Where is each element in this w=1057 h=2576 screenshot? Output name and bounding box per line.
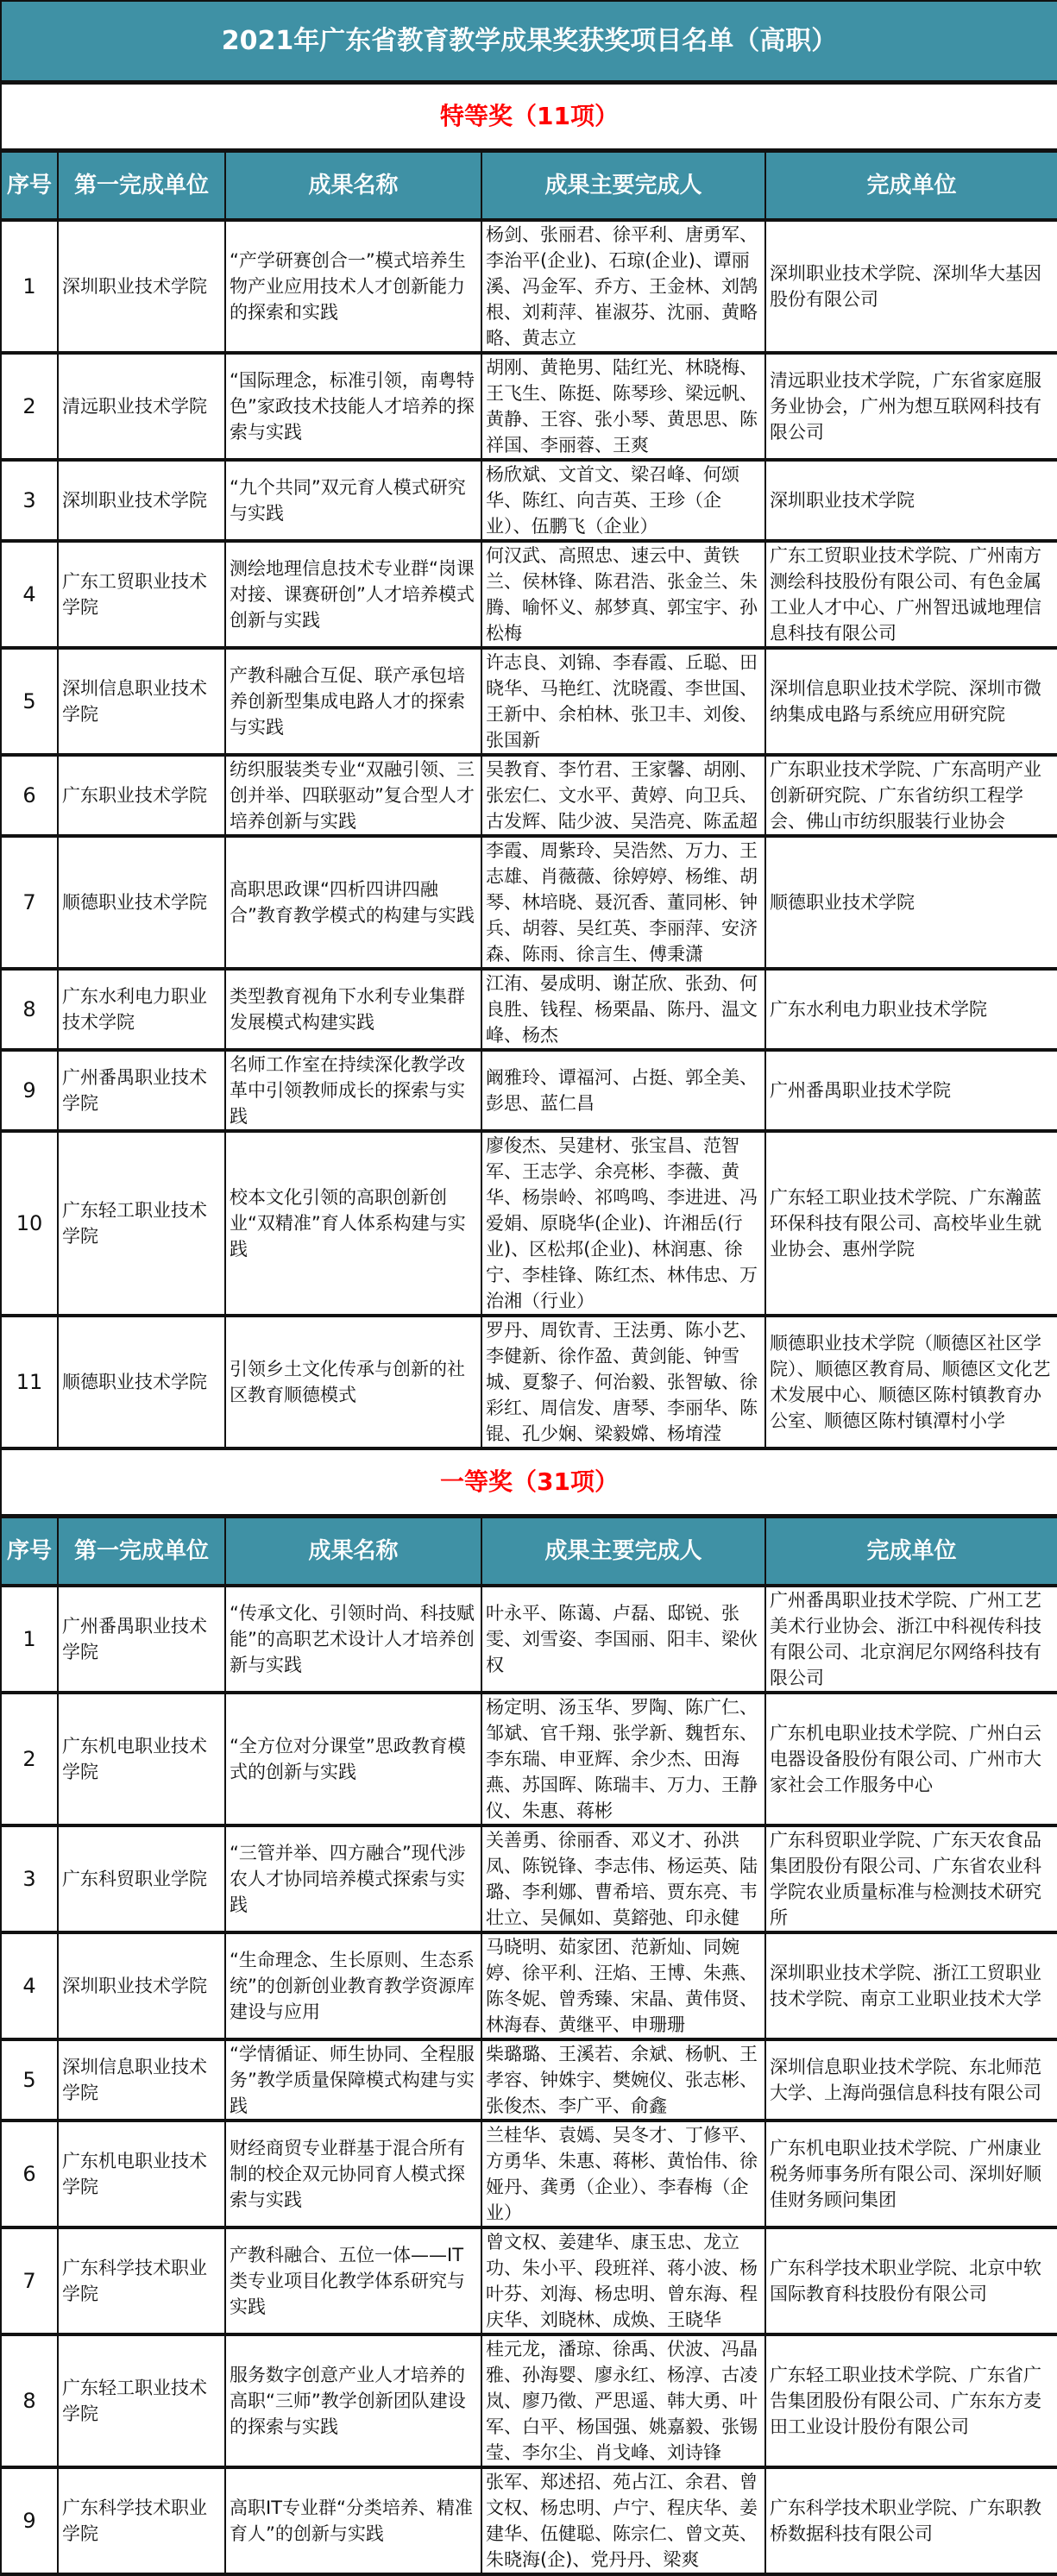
main-contributors: 吴教育、李竹君、王家馨、胡刚、张宏仁、文水平、黄婷、向卫兵、古发辉、陆少波、吴浩亮、陈孟超 [481, 755, 765, 836]
table-row [1, 1932, 1057, 2039]
achievement-name: 产教科融合互促、联产承包培养创新型集成电路人才的探索与实践 [225, 648, 481, 755]
achievement-name: 高职思政课“四析四讲四融合”教育教学模式的构建与实践 [225, 836, 481, 969]
table-row [1, 541, 1057, 648]
achievement-name: “生命理念、生长原则、生态系统”的创新创业教育教学资源库建设与应用 [225, 1932, 481, 2039]
row-number: 1 [1, 1586, 58, 1693]
table-row [1, 2467, 1057, 2574]
achievement-name: “产学研赛创合一”模式培养生物产业应用技术人才创新能力的探索和实践 [225, 220, 481, 353]
first-unit: 广东科学技术职业学院 [58, 2227, 225, 2334]
first-unit: 深圳信息职业技术学院 [58, 648, 225, 755]
column-header-completing-units: 完成单位 [765, 1517, 1057, 1586]
achievement-name: 产教科融合、五位一体——IT类专业项目化教学体系研究与实践 [225, 2227, 481, 2334]
main-contributors: 杨定明、汤玉华、罗陶、陈广仁、邹斌、官千翔、张学新、魏哲东、李东瑞、申亚辉、余少杰、田海燕、苏国晖、陈瑞丰、万力、王静仪、朱惠、蒋彬 [481, 1693, 765, 1825]
achievement-name: 高职IT专业群“分类培养、精准育人”的创新与实践 [225, 2467, 481, 2574]
table-row [1, 1316, 1057, 1448]
row-number: 10 [1, 1131, 58, 1316]
completing-units: 广州番禺职业技术学院、广州工艺美术行业协会、浙江中科视传科技有限公司、北京润尼尔网络科技有限公司 [765, 1586, 1057, 1693]
first-unit: 广州番禺职业技术学院 [58, 1586, 225, 1693]
first-unit: 广东科贸职业学院 [58, 1825, 225, 1932]
completing-units: 广东科学技术职业学院、北京中软国际教育科技股份有限公司 [765, 2227, 1057, 2334]
section-heading: 特等奖（11项） [1, 83, 1057, 151]
row-number: 2 [1, 1693, 58, 1825]
completing-units: 广东科贸职业学院、广东天农食品集团股份有限公司、广东省农业科学院农业质量标准与检测技术研究所 [765, 1825, 1057, 1932]
table-row [1, 2334, 1057, 2467]
column-header-main-contributors: 成果主要完成人 [481, 151, 765, 221]
table-row [1, 1693, 1057, 1825]
row-number: 7 [1, 2227, 58, 2334]
completing-units: 深圳信息职业技术学院、深圳市微纳集成电路与系统应用研究院 [765, 648, 1057, 755]
row-number: 6 [1, 755, 58, 836]
first-unit: 广州番禺职业技术学院 [58, 1050, 225, 1131]
first-unit: 广东机电职业技术学院 [58, 2120, 225, 2227]
main-contributors: 叶永平、陈蔼、卢磊、邸锐、张雯、刘雪姿、李国丽、阳丰、梁伙权 [481, 1586, 765, 1693]
row-number: 7 [1, 836, 58, 969]
completing-units: 广东水利电力职业技术学院 [765, 969, 1057, 1050]
column-header-first-unit: 第一完成单位 [58, 1517, 225, 1586]
table-row [1, 2227, 1057, 2334]
completing-units: 广州番禺职业技术学院 [765, 1050, 1057, 1131]
achievement-name: “全方位对分课堂”思政教育模式的创新与实践 [225, 1693, 481, 1825]
row-number: 11 [1, 1316, 58, 1448]
first-unit: 广东轻工职业技术学院 [58, 2334, 225, 2467]
table-row [1, 755, 1057, 836]
row-number: 5 [1, 648, 58, 755]
row-number: 6 [1, 2120, 58, 2227]
completing-units: 深圳职业技术学院 [765, 460, 1057, 541]
completing-units: 顺德职业技术学院（顺德区社区学院）、顺德区教育局、顺德区文化艺术发展中心、顺德区陈村镇教育办公室、顺德区陈村镇潭村小学 [765, 1316, 1057, 1448]
main-contributors: 张军、郑述招、苑占江、余君、曾文权、杨忠明、卢宁、程庆华、姜建华、伍健聪、陈宗仁、曾文英、朱晓海(企)、党丹丹、梁爽 [481, 2467, 765, 2574]
column-header-completing-units: 完成单位 [765, 151, 1057, 221]
first-unit: 深圳职业技术学院 [58, 1932, 225, 2039]
main-contributors: 江洧、晏成明、谢芷欣、张劲、何良胜、钱程、杨栗晶、陈丹、温文峰、杨杰 [481, 969, 765, 1050]
row-number: 1 [1, 220, 58, 353]
completing-units: 广东科学技术职业学院、广东职教桥数据科技有限公司 [765, 2467, 1057, 2574]
main-contributors: 桂元龙，潘琼、徐禹、伏波、冯晶雅、孙海婴、廖永红、杨淳、古凌岚、廖乃徵、严思遥、韩大勇、叶军、白平、杨国强、姚嘉毅、张锡莹、李尔尘、肖戈峰、刘诗锋 [481, 2334, 765, 2467]
main-contributors: 廖俊杰、吴建材、张宝昌、范智军、王志学、余亮彬、李薇、黄华、杨崇岭、祁鸣鸣、李进进、冯爱娟、原晓华(企业)、许湘岳(行业)、区松邦(企业)、林润惠、徐宁、李桂锋、陈红杰、林伟忠、万治湘（行业） [481, 1131, 765, 1316]
achievement-name: “三管并举、四方融合”现代涉农人才协同培养模式探索与实践 [225, 1825, 481, 1932]
completing-units: 深圳信息职业技术学院、东北师范大学、上海尚强信息科技有限公司 [765, 2039, 1057, 2120]
first-unit: 深圳职业技术学院 [58, 220, 225, 353]
completing-units: 广东轻工职业技术学院、广东省广告集团股份有限公司、广东东方麦田工业设计股份有限公司 [765, 2334, 1057, 2467]
completing-units: 广东机电职业技术学院、广州康业税务师事务所有限公司、深圳好顺佳财务顾问集团 [765, 2120, 1057, 2227]
table-row [1, 836, 1057, 969]
column-header-number: 序号 [1, 151, 58, 221]
main-contributors: 关善勇、徐丽香、邓义才、孙洪凤、陈锐锋、李志伟、杨运英、陆璐、李利娜、曹希培、贾东亮、韦壮立、吴佩如、莫鎔弛、印永健 [481, 1825, 765, 1932]
completing-units: 广东工贸职业技术学院、广州南方测绘科技股份有限公司、有色金属工业人才中心、广州智迅诚地理信息科技有限公司 [765, 541, 1057, 648]
first-unit: 深圳职业技术学院 [58, 460, 225, 541]
achievement-name: “学情循证、师生协同、全程服务”教学质量保障模式构建与实践 [225, 2039, 481, 2120]
completing-units: 清远职业技术学院，广东省家庭服务业协会，广州为想互联网科技有限公司 [765, 353, 1057, 460]
main-contributors: 罗丹、周钦青、王法勇、陈小艺、李健新、徐作盈、黄剑能、钟雪城、夏黎子、何治毅、张智敏、徐彩红、周信发、唐琴、李丽华、陈锟、孔少娴、梁毅嫦、杨堉滢 [481, 1316, 765, 1448]
completing-units: 顺德职业技术学院 [765, 836, 1057, 969]
achievement-name: “传承文化、引领时尚、科技赋能”的高职艺术设计人才培养创新与实践 [225, 1586, 481, 1693]
first-unit: 广东职业技术学院 [58, 755, 225, 836]
table-row [1, 220, 1057, 353]
row-number: 9 [1, 1050, 58, 1131]
column-header-achievement-name: 成果名称 [225, 151, 481, 221]
achievement-name: 纺织服装类专业“双融引领、三创并举、四联驱动”复合型人才培养创新与实践 [225, 755, 481, 836]
main-contributors: 李霞、周紫玲、吴浩然、万力、王志雄、肖薇薇、徐婷婷、杨维、胡琴、林培晓、聂沉香、董同彬、钟兵、胡蓉、吴红英、李丽萍、安济森、陈雨、徐言生、傅秉潇 [481, 836, 765, 969]
main-contributors: 杨剑、张丽君、徐平利、唐勇军、李治平(企业)、石琼(企业)、谭丽溪、冯金军、乔方、王金林、刘鹄根、刘莉萍、崔淑芬、沈丽、黄略略、黄志立 [481, 220, 765, 353]
column-header-number: 序号 [1, 1517, 58, 1586]
table-header-row [1, 1517, 1057, 1586]
completing-units: 深圳职业技术学院、深圳华大基因股份有限公司 [765, 220, 1057, 353]
table-row [1, 1586, 1057, 1693]
achievement-name: “国际理念，标准引领，南粤特色”家政技术技能人才培养的探索与实践 [225, 353, 481, 460]
table-row [1, 1050, 1057, 1131]
completing-units: 深圳职业技术学院、浙江工贸职业技术学院、南京工业职业技术大学 [765, 1932, 1057, 2039]
main-contributors: 杨欣斌、文首文、梁召峰、何颂华、陈红、向吉英、王珍（企业）、伍鹏飞（企业） [481, 460, 765, 541]
table-row [1, 353, 1057, 460]
first-unit: 深圳信息职业技术学院 [58, 2039, 225, 2120]
completing-units: 广东机电职业技术学院、广州白云电器设备股份有限公司、广州市大家社会工作服务中心 [765, 1693, 1057, 1825]
row-number: 9 [1, 2467, 58, 2574]
table-row [1, 2120, 1057, 2227]
first-unit: 顺德职业技术学院 [58, 836, 225, 969]
row-number: 2 [1, 353, 58, 460]
achievement-name: 服务数字创意产业人才培养的高职“三师”教学创新团队建设的探索与实践 [225, 2334, 481, 2467]
first-unit: 广东科学技术职业学院 [58, 2467, 225, 2574]
main-contributors: 马晓明、茹家团、范新灿、同婉婷、徐平利、汪焰、王博、朱燕、陈冬妮、曾秀臻、宋晶、黄伟贤、林海春、黄继平、申珊珊 [481, 1932, 765, 2039]
main-contributors: 何汉武、高照忠、速云中、黄铁兰、侯林锋、陈君浩、张金兰、朱腾、喻怀义、郝梦真、郭宝宇、孙松梅 [481, 541, 765, 648]
first-unit: 广东机电职业技术学院 [58, 1693, 225, 1825]
first-unit: 广东轻工职业技术学院 [58, 1131, 225, 1316]
completing-units: 广东轻工职业技术学院、广东瀚蓝环保科技有限公司、高校毕业生就业协会、惠州学院 [765, 1131, 1057, 1316]
column-header-main-contributors: 成果主要完成人 [481, 1517, 765, 1586]
table-row [1, 648, 1057, 755]
row-number: 5 [1, 2039, 58, 2120]
row-number: 3 [1, 460, 58, 541]
row-number: 8 [1, 969, 58, 1050]
section-heading: 一等奖（31项） [1, 1448, 1057, 1517]
page-title: 2021年广东省教育教学成果奖获奖项目名单（高职） [1, 1, 1057, 83]
row-number: 4 [1, 1932, 58, 2039]
row-number: 3 [1, 1825, 58, 1932]
first-unit: 顺德职业技术学院 [58, 1316, 225, 1448]
table-row [1, 1825, 1057, 1932]
main-contributors: 柴璐璐、王溪若、余斌、杨帆、王孝容、钟姝宇、樊婉仪、张志彬、张俊杰、李广平、俞鑫 [481, 2039, 765, 2120]
table-row [1, 1131, 1057, 1316]
table-row [1, 969, 1057, 1050]
column-header-first-unit: 第一完成单位 [58, 151, 225, 221]
first-unit: 广东水利电力职业技术学院 [58, 969, 225, 1050]
achievement-name: 引领乡土文化传承与创新的社区教育顺德模式 [225, 1316, 481, 1448]
row-number: 8 [1, 2334, 58, 2467]
main-contributors: 阚雅玲、谭福河、占挺、郭全美、彭思、蓝仁昌 [481, 1050, 765, 1131]
first-unit: 清远职业技术学院 [58, 353, 225, 460]
row-number: 4 [1, 541, 58, 648]
main-contributors: 曾文权、姜建华、康玉忠、龙立功、朱小平、段班祥、蒋小波、杨叶芬、刘海、杨忠明、曾东海、程庆华、刘晓林、成焕、王晓华 [481, 2227, 765, 2334]
column-header-achievement-name: 成果名称 [225, 1517, 481, 1586]
main-contributors: 胡刚、黄艳男、陆红光、林晓梅、王飞生、陈挺、陈琴珍、梁远帆、黄静、王容、张小琴、黄思思、陈祥国、李丽蓉、王爽 [481, 353, 765, 460]
main-contributors: 许志良、刘锦、李春霞、丘聪、田晓华、马艳红、沈晓霞、李世国、王新中、余柏林、张卫丰、刘俊、张国新 [481, 648, 765, 755]
achievement-name: “九个共同”双元育人模式研究与实践 [225, 460, 481, 541]
achievement-name: 校本文化引领的高职创新创业“双精准”育人体系构建与实践 [225, 1131, 481, 1316]
achievement-name: 名师工作室在持续深化教学改革中引领教师成长的探索与实践 [225, 1050, 481, 1131]
table-header-row [1, 151, 1057, 221]
achievement-name: 测绘地理信息技术专业群“岗课对接、课赛研创”人才培养模式创新与实践 [225, 541, 481, 648]
main-contributors: 兰桂华、袁嫣、吴冬才、丁修平、方勇华、朱惠、蒋彬、黄怡伟、徐娅丹、龚勇（企业）、李春梅（企业） [481, 2120, 765, 2227]
first-unit: 广东工贸职业技术学院 [58, 541, 225, 648]
achievement-name: 类型教育视角下水利专业集群发展模式构建实践 [225, 969, 481, 1050]
achievement-name: 财经商贸专业群基于混合所有制的校企双元协同育人模式探索与实践 [225, 2120, 481, 2227]
completing-units: 广东职业技术学院、广东高明产业创新研究院、广东省纺织工程学会、佛山市纺织服装行业协会 [765, 755, 1057, 836]
table-row [1, 460, 1057, 541]
table-row [1, 2039, 1057, 2120]
